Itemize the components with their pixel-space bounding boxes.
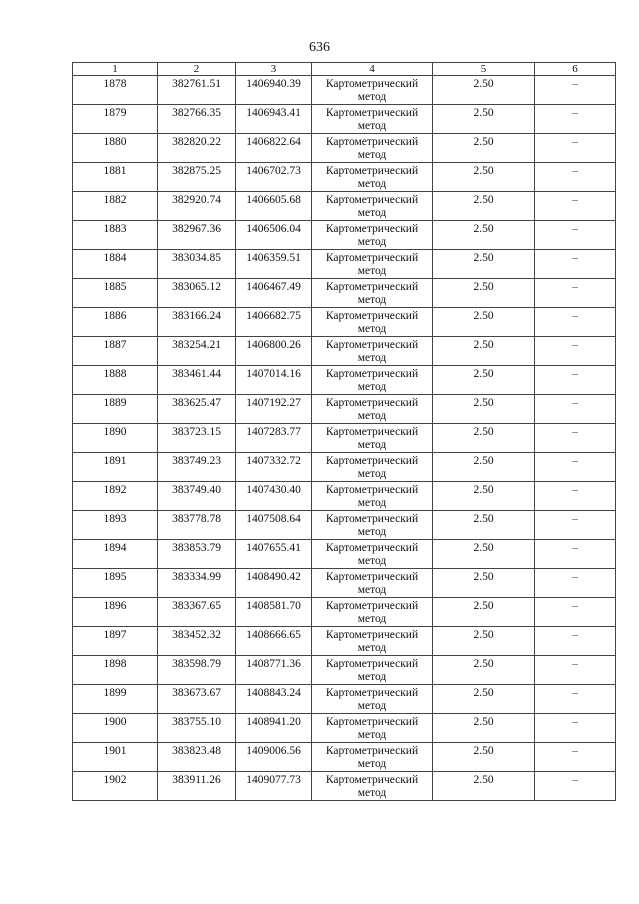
accuracy-cell: 2.50: [433, 308, 535, 337]
accuracy-cell: 2.50: [433, 221, 535, 250]
note-cell: –: [535, 714, 616, 743]
method-cell: [312, 743, 433, 772]
y-coordinate-cell: 1406467.49: [236, 279, 312, 308]
x-coordinate-cell: 383723.15: [158, 424, 236, 453]
y-coordinate-cell: 1407508.64: [236, 511, 312, 540]
note-cell: –: [535, 656, 616, 685]
method-line-2: метод: [357, 584, 387, 596]
x-coordinate-cell: 383334.99: [158, 569, 236, 598]
column-header-4: 4: [312, 63, 433, 76]
method-line-2: метод: [357, 120, 387, 132]
method-cell: [312, 772, 433, 801]
x-coordinate-cell: 383853.79: [158, 540, 236, 569]
x-coordinate-cell: 383461.44: [158, 366, 236, 395]
note-cell: –: [535, 395, 616, 424]
table-row: [73, 308, 616, 337]
x-coordinate-cell: 383452.32: [158, 627, 236, 656]
accuracy-cell: 2.50: [433, 337, 535, 366]
note-cell: –: [535, 192, 616, 221]
y-coordinate-cell: 1408941.20: [236, 714, 312, 743]
method-cell: [312, 627, 433, 656]
column-header-5: 5: [433, 63, 535, 76]
x-coordinate-cell: 383749.23: [158, 453, 236, 482]
note-cell: –: [535, 424, 616, 453]
table-row: [73, 366, 616, 395]
accuracy-cell: 2.50: [433, 569, 535, 598]
method-line-1: Картометрический: [325, 194, 419, 206]
accuracy-cell: 2.50: [433, 743, 535, 772]
x-coordinate-cell: 382761.51: [158, 76, 236, 105]
point-number-cell: 1901: [73, 743, 158, 772]
table-row: [73, 540, 616, 569]
method-line-2: метод: [357, 91, 387, 103]
table-row: [73, 685, 616, 714]
x-coordinate-cell: 383673.67: [158, 685, 236, 714]
method-cell: [312, 569, 433, 598]
method-line-2: метод: [357, 642, 387, 654]
y-coordinate-cell: 1407430.40: [236, 482, 312, 511]
x-coordinate-cell: 383778.78: [158, 511, 236, 540]
table-row: [73, 511, 616, 540]
method-line-2: метод: [357, 700, 387, 712]
method-line-2: метод: [357, 323, 387, 335]
x-coordinate-cell: 383598.79: [158, 656, 236, 685]
method-line-2: метод: [357, 497, 387, 509]
method-cell: [312, 366, 433, 395]
method-cell: [312, 482, 433, 511]
accuracy-cell: 2.50: [433, 134, 535, 163]
table-row: [73, 424, 616, 453]
x-coordinate-cell: 383823.48: [158, 743, 236, 772]
y-coordinate-cell: 1407192.27: [236, 395, 312, 424]
column-header-3: 3: [236, 63, 312, 76]
y-coordinate-cell: 1407014.16: [236, 366, 312, 395]
y-coordinate-cell: 1408843.24: [236, 685, 312, 714]
x-coordinate-cell: 382766.35: [158, 105, 236, 134]
method-cell: [312, 511, 433, 540]
method-line-1: Картометрический: [325, 339, 419, 351]
point-number-cell: 1891: [73, 453, 158, 482]
accuracy-cell: 2.50: [433, 163, 535, 192]
method-line-2: метод: [357, 555, 387, 567]
method-line-1: Картометрический: [325, 513, 419, 525]
table-row: [73, 134, 616, 163]
point-number-cell: 1886: [73, 308, 158, 337]
method-line-1: Картометрический: [325, 310, 419, 322]
method-cell: [312, 598, 433, 627]
method-line-1: Картометрический: [325, 484, 419, 496]
method-line-2: метод: [357, 381, 387, 393]
note-cell: –: [535, 76, 616, 105]
method-line-1: Картометрический: [325, 687, 419, 699]
method-line-1: Картометрический: [325, 107, 419, 119]
method-cell: [312, 192, 433, 221]
method-line-1: Картометрический: [325, 78, 419, 90]
method-line-1: Картометрический: [325, 368, 419, 380]
method-cell: [312, 714, 433, 743]
x-coordinate-cell: 382820.22: [158, 134, 236, 163]
x-coordinate-cell: 382920.74: [158, 192, 236, 221]
page-number: 636: [309, 40, 330, 55]
method-line-2: метод: [357, 787, 387, 799]
table-row: [73, 337, 616, 366]
note-cell: –: [535, 134, 616, 163]
accuracy-cell: 2.50: [433, 453, 535, 482]
y-coordinate-cell: 1406359.51: [236, 250, 312, 279]
note-cell: –: [535, 598, 616, 627]
method-cell: [312, 685, 433, 714]
method-cell: [312, 250, 433, 279]
method-line-1: Картометрический: [325, 136, 419, 148]
y-coordinate-cell: 1406943.41: [236, 105, 312, 134]
method-cell: [312, 337, 433, 366]
table-row: [73, 395, 616, 424]
table-row: [73, 163, 616, 192]
method-cell: [312, 221, 433, 250]
method-line-1: Картометрический: [325, 629, 419, 641]
note-cell: –: [535, 366, 616, 395]
y-coordinate-cell: 1407655.41: [236, 540, 312, 569]
note-cell: –: [535, 221, 616, 250]
y-coordinate-cell: 1407283.77: [236, 424, 312, 453]
point-number-cell: 1895: [73, 569, 158, 598]
table-row: [73, 656, 616, 685]
accuracy-cell: 2.50: [433, 627, 535, 656]
y-coordinate-cell: 1407332.72: [236, 453, 312, 482]
method-line-1: Картометрический: [325, 542, 419, 554]
method-cell: [312, 540, 433, 569]
accuracy-cell: 2.50: [433, 772, 535, 801]
method-line-2: метод: [357, 758, 387, 770]
point-number-cell: 1892: [73, 482, 158, 511]
method-cell: [312, 395, 433, 424]
point-number-cell: 1881: [73, 163, 158, 192]
note-cell: –: [535, 250, 616, 279]
table-row: [73, 482, 616, 511]
accuracy-cell: 2.50: [433, 714, 535, 743]
table-header: [73, 63, 616, 76]
y-coordinate-cell: 1406800.26: [236, 337, 312, 366]
method-cell: [312, 656, 433, 685]
accuracy-cell: 2.50: [433, 685, 535, 714]
table-row: [73, 569, 616, 598]
note-cell: –: [535, 685, 616, 714]
table-row: [73, 105, 616, 134]
column-header-1: 1: [73, 63, 158, 76]
method-line-2: метод: [357, 352, 387, 364]
y-coordinate-cell: 1406605.68: [236, 192, 312, 221]
point-number-cell: 1878: [73, 76, 158, 105]
method-line-2: метод: [357, 613, 387, 625]
accuracy-cell: 2.50: [433, 76, 535, 105]
y-coordinate-cell: 1406506.04: [236, 221, 312, 250]
accuracy-cell: 2.50: [433, 598, 535, 627]
method-line-1: Картометрический: [325, 397, 419, 409]
note-cell: –: [535, 453, 616, 482]
method-cell: [312, 134, 433, 163]
method-line-1: Картометрический: [325, 774, 419, 786]
table-row: [73, 714, 616, 743]
note-cell: –: [535, 482, 616, 511]
y-coordinate-cell: 1409077.73: [236, 772, 312, 801]
accuracy-cell: 2.50: [433, 395, 535, 424]
method-line-2: метод: [357, 671, 387, 683]
method-line-2: метод: [357, 729, 387, 741]
x-coordinate-cell: 382967.36: [158, 221, 236, 250]
accuracy-cell: 2.50: [433, 105, 535, 134]
note-cell: –: [535, 105, 616, 134]
point-number-cell: 1885: [73, 279, 158, 308]
column-header-6: 6: [535, 63, 616, 76]
accuracy-cell: 2.50: [433, 192, 535, 221]
point-number-cell: 1893: [73, 511, 158, 540]
point-number-cell: 1883: [73, 221, 158, 250]
note-cell: –: [535, 743, 616, 772]
note-cell: –: [535, 627, 616, 656]
method-line-1: Картометрический: [325, 571, 419, 583]
x-coordinate-cell: 383065.12: [158, 279, 236, 308]
note-cell: –: [535, 540, 616, 569]
method-cell: [312, 424, 433, 453]
method-line-2: метод: [357, 207, 387, 219]
note-cell: –: [535, 772, 616, 801]
table-row: [73, 772, 616, 801]
point-number-cell: 1897: [73, 627, 158, 656]
method-cell: [312, 76, 433, 105]
method-line-1: Картометрический: [325, 745, 419, 757]
y-coordinate-cell: 1409006.56: [236, 743, 312, 772]
y-coordinate-cell: 1406702.73: [236, 163, 312, 192]
y-coordinate-cell: 1408666.65: [236, 627, 312, 656]
table-row: [73, 743, 616, 772]
method-line-2: метод: [357, 149, 387, 161]
x-coordinate-cell: 383625.47: [158, 395, 236, 424]
point-number-cell: 1888: [73, 366, 158, 395]
point-number-cell: 1896: [73, 598, 158, 627]
y-coordinate-cell: 1406682.75: [236, 308, 312, 337]
x-coordinate-cell: 383755.10: [158, 714, 236, 743]
coordinates-table: [72, 62, 616, 801]
point-number-cell: 1898: [73, 656, 158, 685]
accuracy-cell: 2.50: [433, 656, 535, 685]
y-coordinate-cell: 1406940.39: [236, 76, 312, 105]
method-cell: [312, 453, 433, 482]
x-coordinate-cell: 383911.26: [158, 772, 236, 801]
method-line-1: Картометрический: [325, 223, 419, 235]
method-line-2: метод: [357, 439, 387, 451]
table-row: [73, 221, 616, 250]
header-row: [73, 63, 616, 76]
x-coordinate-cell: 383367.65: [158, 598, 236, 627]
point-number-cell: 1880: [73, 134, 158, 163]
x-coordinate-cell: 383034.85: [158, 250, 236, 279]
y-coordinate-cell: 1408771.36: [236, 656, 312, 685]
method-line-1: Картометрический: [325, 658, 419, 670]
method-line-2: метод: [357, 236, 387, 248]
point-number-cell: 1894: [73, 540, 158, 569]
method-cell: [312, 279, 433, 308]
accuracy-cell: 2.50: [433, 511, 535, 540]
table-body: [73, 76, 616, 801]
note-cell: –: [535, 569, 616, 598]
point-number-cell: 1887: [73, 337, 158, 366]
accuracy-cell: 2.50: [433, 540, 535, 569]
y-coordinate-cell: 1408581.70: [236, 598, 312, 627]
x-coordinate-cell: 383254.21: [158, 337, 236, 366]
point-number-cell: 1900: [73, 714, 158, 743]
table-row: [73, 76, 616, 105]
method-line-2: метод: [357, 178, 387, 190]
method-line-1: Картометрический: [325, 426, 419, 438]
table-row: [73, 627, 616, 656]
method-line-1: Картометрический: [325, 600, 419, 612]
method-line-2: метод: [357, 265, 387, 277]
table-row: [73, 192, 616, 221]
note-cell: –: [535, 308, 616, 337]
method-line-1: Картометрический: [325, 252, 419, 264]
method-cell: [312, 308, 433, 337]
method-line-2: метод: [357, 468, 387, 480]
accuracy-cell: 2.50: [433, 482, 535, 511]
note-cell: –: [535, 337, 616, 366]
y-coordinate-cell: 1408490.42: [236, 569, 312, 598]
accuracy-cell: 2.50: [433, 279, 535, 308]
accuracy-cell: 2.50: [433, 250, 535, 279]
note-cell: –: [535, 279, 616, 308]
note-cell: –: [535, 163, 616, 192]
method-cell: [312, 163, 433, 192]
point-number-cell: 1902: [73, 772, 158, 801]
method-line-1: Картометрический: [325, 281, 419, 293]
table-row: [73, 279, 616, 308]
table-row: [73, 453, 616, 482]
accuracy-cell: 2.50: [433, 366, 535, 395]
point-number-cell: 1889: [73, 395, 158, 424]
x-coordinate-cell: 382875.25: [158, 163, 236, 192]
method-cell: [312, 105, 433, 134]
method-line-2: метод: [357, 526, 387, 538]
x-coordinate-cell: 383749.40: [158, 482, 236, 511]
column-header-2: 2: [158, 63, 236, 76]
point-number-cell: 1884: [73, 250, 158, 279]
method-line-1: Картометрический: [325, 455, 419, 467]
method-line-1: Картометрический: [325, 716, 419, 728]
method-line-2: метод: [357, 294, 387, 306]
point-number-cell: 1882: [73, 192, 158, 221]
accuracy-cell: 2.50: [433, 424, 535, 453]
method-line-1: Картометрический: [325, 165, 419, 177]
note-cell: –: [535, 511, 616, 540]
point-number-cell: 1890: [73, 424, 158, 453]
method-line-2: метод: [357, 410, 387, 422]
x-coordinate-cell: 383166.24: [158, 308, 236, 337]
point-number-cell: 1899: [73, 685, 158, 714]
table-row: [73, 250, 616, 279]
y-coordinate-cell: 1406822.64: [236, 134, 312, 163]
table-row: [73, 598, 616, 627]
point-number-cell: 1879: [73, 105, 158, 134]
